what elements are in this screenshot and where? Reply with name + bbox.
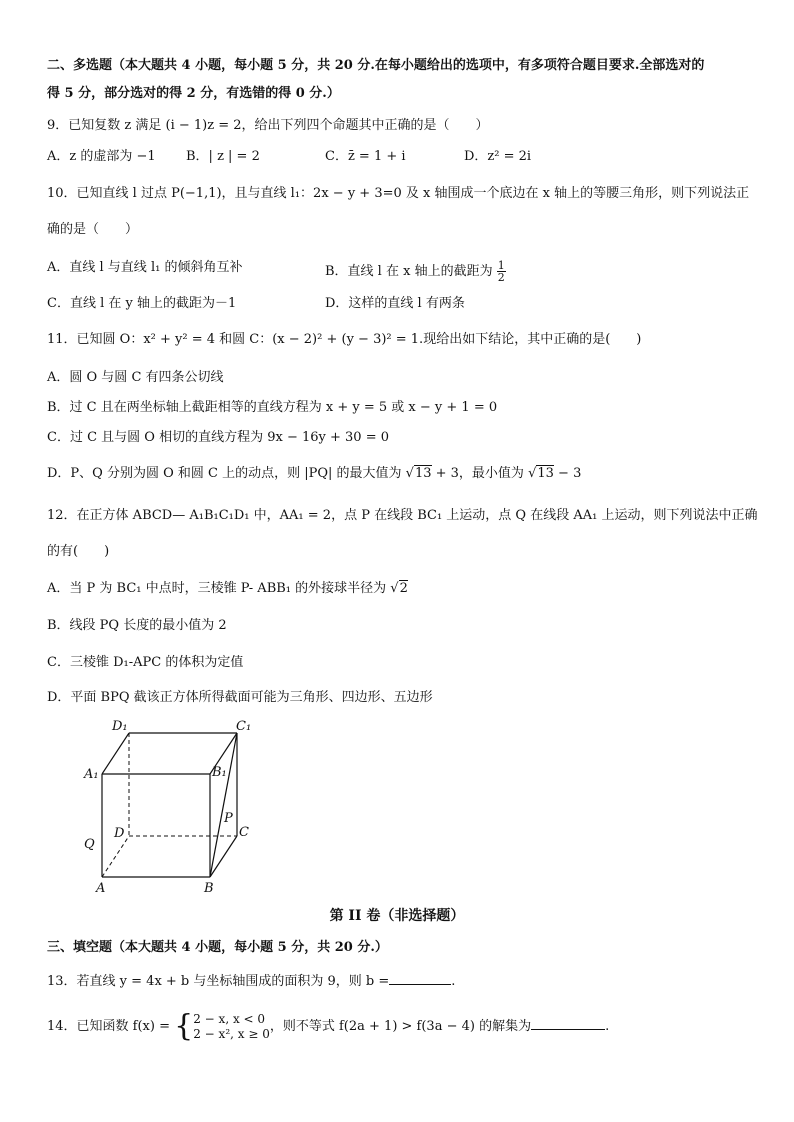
q11-option-d-min-root: 13 (537, 466, 554, 481)
q14-middle: ，则不等式 f(2a + 1) > f(3a − 4) 的解集为 (269, 1019, 532, 1034)
q11-option-a: A．圆 O 与圆 C 有四条公切线 (47, 370, 224, 385)
q9-option-b: B．| z | = 2 (186, 149, 260, 164)
q12-option-a: A．当 P 为 BC₁ 中点时，三棱锥 P- ABB₁ 的外接球半径为 √2 (47, 581, 408, 596)
q11-option-d-max-tail: + 3，最小值为 (431, 466, 529, 481)
q9-option-c: C．z̄ = 1 + i (325, 149, 406, 164)
q10-option-b-numerator: 1 (497, 259, 505, 272)
edge-a1-d1 (102, 733, 129, 774)
label-b: B (204, 881, 214, 896)
label-b1: B₁ (212, 765, 227, 780)
q11-option-d: D．P、Q 分别为圆 O 和圆 C 上的动点，则 |PQ| 的最大值为 √13 + 3，最小值为 √13 − 3 (47, 466, 582, 481)
q10-option-c: C．直线 l 在 y 轴上的截距为－1 (47, 296, 237, 311)
q14-case-1: 2 − x, x < 0 (193, 1011, 266, 1026)
q10-option-a: A．直线 l 与直线 l₁ 的倾斜角互补 (47, 260, 243, 275)
q14-prefix: 14．已知函数 f(x) = (47, 1019, 170, 1034)
q12-option-b: B．线段 PQ 长度的最小值为 2 (47, 618, 227, 633)
q10-option-b (325, 260, 506, 283)
label-d1: D₁ (112, 719, 128, 734)
q14-cases (193, 1012, 270, 1042)
cube-figure (80, 712, 260, 896)
q11-option-b: B．过 C 且在两坐标轴上截距相等的直线方程为 x + y = 5 或 x − y + 1 = 0 (47, 400, 498, 415)
q11-option-d-min-tail: − 3 (553, 466, 582, 481)
section-3-header: 三、填空题（本大题共 4 小题，每小题 5 分，共 20 分.） (47, 940, 388, 955)
q13-stem: 13．若直线 y = 4x + b 与坐标轴围成的面积为 9，则 b = (47, 974, 390, 989)
q10-option-b-text: B．直线 l 在 x 轴上的截距为 (325, 264, 493, 279)
label-a: A (96, 881, 106, 896)
q10-option-d: D．这样的直线 l 有两条 (325, 296, 465, 311)
q13-answer-blank[interactable] (389, 972, 451, 985)
q11-option-d-prefix: D．P、Q 分别为圆 O 和圆 C 上的动点，则 |PQ| 的最大值为 (47, 466, 406, 481)
label-d: D (114, 826, 125, 841)
q10-stem-line2: 确的是（ ） (47, 222, 139, 237)
q14 (47, 1010, 609, 1044)
q12-option-d: D．平面 BPQ 截该正方体所得截面可能为三角形、四边形、五边形 (47, 690, 433, 705)
q14-case-2: 2 − x², x ≥ 0 (193, 1026, 270, 1041)
q10-option-b-denominator: 2 (497, 271, 505, 284)
q14-end: . (605, 1019, 610, 1034)
label-c: C (239, 825, 249, 840)
q9-stem: 9．已知复数 z 满足 (i − 1)z = 2，给出下列四个命题其中正确的是（ ） (47, 118, 489, 133)
section-2-header-line2: 得 5 分，部分选对的得 2 分，有选错的得 0 分.） (47, 86, 340, 101)
q11-option-d-max-root: 13 (414, 466, 432, 481)
label-q: Q (84, 837, 95, 852)
q14-answer-blank[interactable] (531, 1017, 605, 1030)
q10-stem-line1: 10．已知直线 l 过点 P(−1,1)，且与直线 l₁：2x − y + 3=0 及 x 轴围成一个底边在 x 轴上的等腰三角形，则下列说法正 (47, 186, 750, 201)
q9-option-a: A．z 的虚部为 −1 (47, 149, 156, 164)
label-c1: C₁ (236, 719, 252, 734)
q12-option-a-root: 2 (399, 581, 408, 596)
q11-option-c: C．过 C 且与圆 O 相切的直线方程为 9x − 16y + 30 = 0 (47, 430, 389, 445)
edge-a-d (102, 836, 129, 877)
q13-end: . (451, 974, 456, 989)
q12-stem-line1: 12．在正方体 ABCD— A₁B₁C₁D₁ 中，AA₁ = 2，点 P 在线段 BC₁ 上运动，点 Q 在线段 AA₁ 上运动，则下列说法中正确 (47, 508, 758, 523)
q10-option-b-fraction (497, 260, 506, 283)
label-p: P (224, 811, 233, 826)
q12-option-c: C．三棱锥 D₁-APC 的体积为定值 (47, 655, 244, 670)
q9-option-d: D．z² = 2i (464, 149, 532, 164)
segment-b-c1 (210, 733, 237, 877)
q12-option-a-text: A．当 P 为 BC₁ 中点时，三棱锥 P- ABB₁ 的外接球半径为 (47, 581, 391, 596)
q12-stem-line2: 的有( ) (47, 544, 110, 559)
section-2-header-line1: 二、多选题（本大题共 4 小题，每小题 5 分，共 20 分.在每小题给出的选项中，有多项符合题目要求.全部选对的 (47, 58, 705, 73)
q13 (47, 972, 455, 990)
label-a1: A₁ (84, 767, 99, 782)
part-2-title: 第 II 卷（非选择题） (329, 908, 465, 924)
q11-stem: 11．已知圆 O：x² + y² = 4 和圆 C：(x − 2)² + (y − 3)² = 1.现给出如下结论，其中正确的是( ) (47, 332, 642, 347)
q14-brace: { (174, 1008, 194, 1044)
